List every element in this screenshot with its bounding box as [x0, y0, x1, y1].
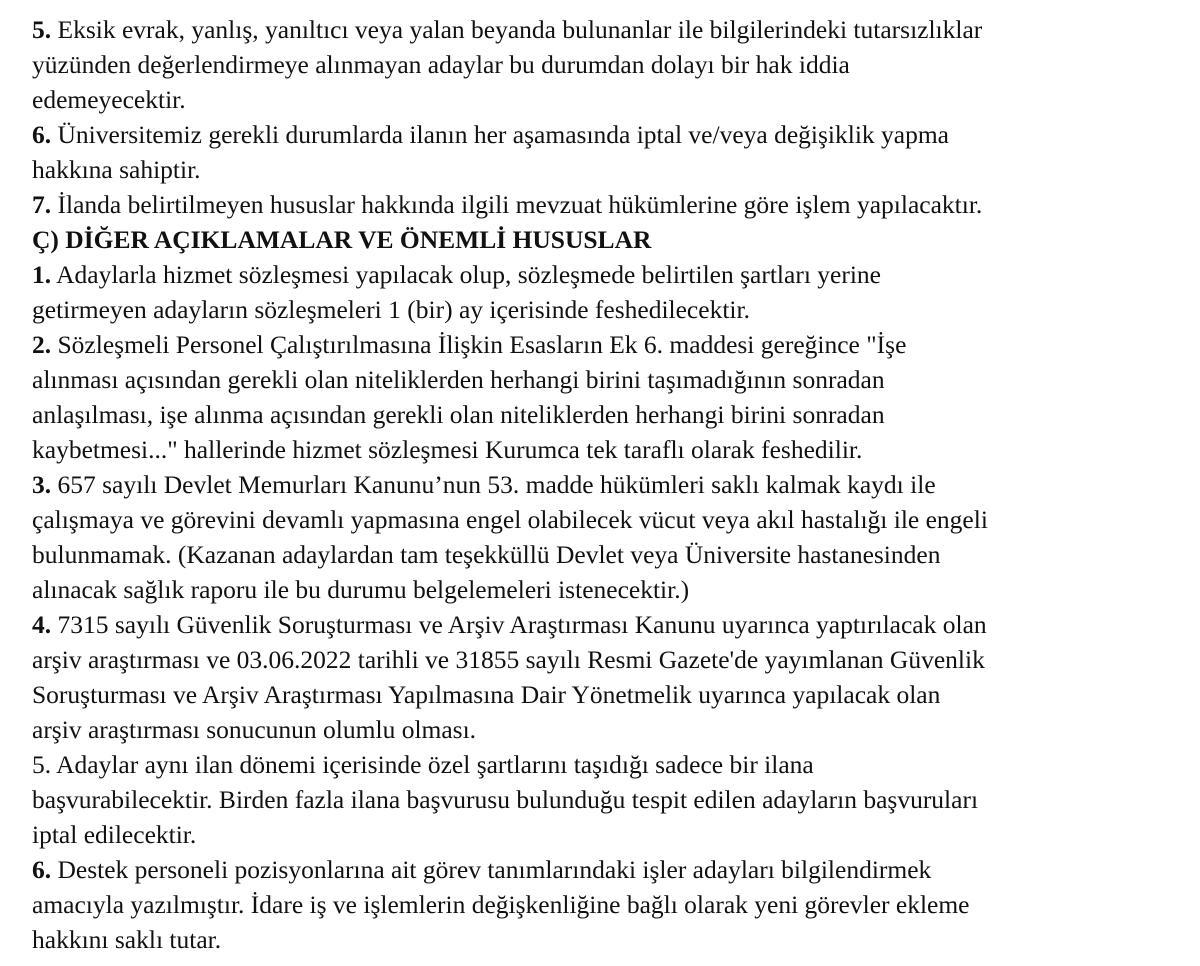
item-text-line: Adaylarla hizmet sözleşmesi yapılacak olup, sözleşmede belirtilen şartları yerine [56, 260, 881, 289]
item-text-line: başvurabilecektir. Birden fazla ilana başvurusu bulunduğu tespit edilen adayların başvuruları [32, 785, 979, 814]
document-page [32, 12, 1182, 957]
item-number: 4. [32, 610, 52, 639]
item-text-line: arşiv araştırması sonucunun olumlu olması. [32, 715, 477, 744]
item-number: 3. [32, 470, 52, 499]
item-number: 1. [32, 260, 52, 289]
item-text-line: Üniversitemiz gerekli durumlarda ilanın her aşamasında iptal ve/veya değişiklik yapma [57, 120, 950, 149]
item-text-line: alınacak sağlık raporu ile bu durumu belgelemeleri istenecektir.) [32, 575, 690, 604]
list-item-c-4 [32, 607, 1182, 747]
item-number: 2. [32, 330, 52, 359]
item-text-line: İlanda belirtilmeyen hususlar hakkında ilgili mevzuat hükümlerine göre işlem yapılacaktır. [57, 190, 983, 219]
item-text-line: kaybetmesi..." hallerinde hizmet sözleşmesi Kurumca tek taraflı olarak feshedilir. [32, 435, 863, 464]
item-text-line: amacıyla yazılmıştır. İdare iş ve işlemlerin değişkenliğine bağlı olarak yeni görevler ekleme [32, 890, 970, 919]
list-item-a-7 [32, 187, 1182, 222]
item-text-line: Sözleşmeli Personel Çalıştırılmasına İlişkin Esasların Ek 6. maddesi gereğince "İşe [57, 330, 907, 359]
list-item-a-6 [32, 117, 1182, 187]
item-text-line: anlaşılması, işe alınma açısından gerekli olan niteliklerden herhangi birini sonradan [32, 400, 885, 429]
section-heading: Ç) DİĞER AÇIKLAMALAR VE ÖNEMLİ HUSUSLAR [32, 225, 652, 254]
item-text-line: 7315 sayılı Güvenlik Soruşturması ve Arşiv Araştırması Kanunu uyarınca yaptırılacak olan [57, 610, 987, 639]
item-number: 5. [32, 750, 52, 779]
item-text-line: hakkını saklı tutar. [32, 925, 222, 954]
list-item-a-5 [32, 12, 1182, 117]
item-text-line: 657 sayılı Devlet Memurları Kanunu’nun 53. madde hükümleri saklı kalmak kaydı ile [57, 470, 936, 499]
item-text-line: alınması açısından gerekli olan niteliklerden herhangi birini taşımadığının sonradan [32, 365, 885, 394]
item-text-line: hakkına sahiptir. [32, 155, 201, 184]
item-text-line: getirmeyen adayların sözleşmeleri 1 (bir) ay içerisinde feshedilecektir. [32, 295, 750, 324]
item-text-line: bulunmamak. (Kazanan adaylardan tam teşekküllü Devlet veya Üniversite hastanesinden [32, 540, 941, 569]
list-item-c-1 [32, 257, 1182, 327]
item-text-line: arşiv araştırması ve 03.06.2022 tarihli ve 31855 sayılı Resmi Gazete'de yayımlanan Güvenlik [32, 645, 985, 674]
item-text-line: iptal edilecektir. [32, 820, 197, 849]
item-number: 6. [32, 855, 52, 884]
list-item-c-6 [32, 852, 1182, 957]
item-number: 7. [32, 190, 52, 219]
item-text-line: yüzünden değerlendirmeye alınmayan adaylar bu durumdan dolayı bir hak iddia [32, 50, 850, 79]
item-text-line: edemeyecektir. [32, 85, 186, 114]
item-text-line: Soruşturması ve Arşiv Araştırması Yapılmasına Dair Yönetmelik uyarınca yapılacak olan [32, 680, 941, 709]
item-number: 5. [32, 15, 52, 44]
item-number: 6. [32, 120, 52, 149]
item-text-line: Destek personeli pozisyonlarına ait görev tanımlarındaki işler adayları bilgilendirmek [57, 855, 932, 884]
item-text-line: çalışmaya ve görevini devamlı yapmasına engel olabilecek vücut veya akıl hastalığı ile engeli [32, 505, 988, 534]
list-item-c-3 [32, 467, 1182, 607]
item-text-line: Eksik evrak, yanlış, yanıltıcı veya yalan beyanda bulunanlar ile bilgilerindeki tutarsızlıklar [57, 15, 983, 44]
list-item-c-5 [32, 747, 1182, 852]
item-text-line: Adaylar aynı ilan dönemi içerisinde özel şartlarını taşıdığı sadece bir ilana [56, 750, 814, 779]
list-item-c-2 [32, 327, 1182, 467]
